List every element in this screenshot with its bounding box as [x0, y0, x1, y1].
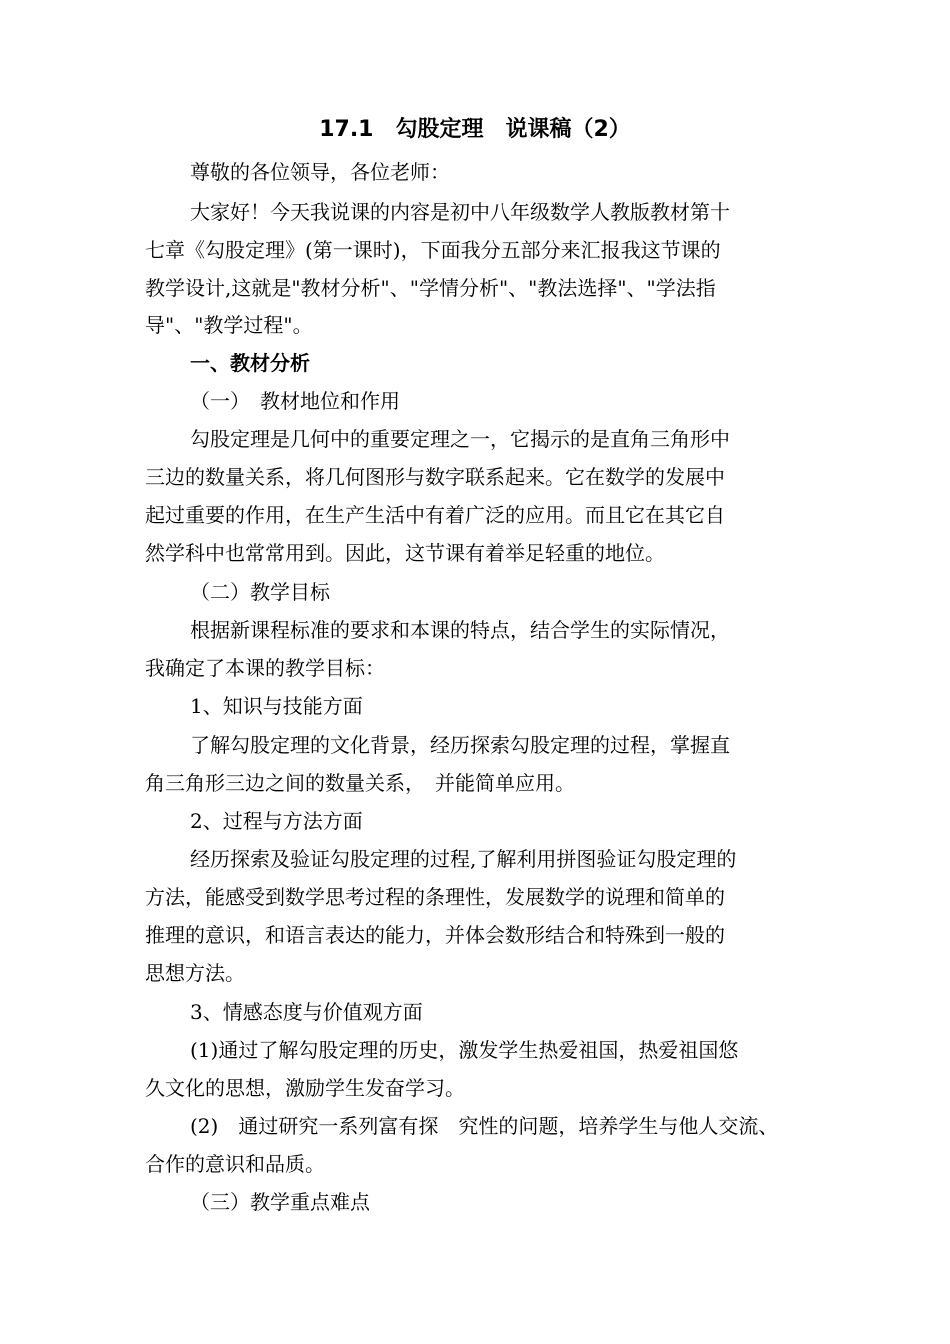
intro-line-2: 七章《勾股定理》(第一课时)，下面我分五部分来汇报我这节课的 — [145, 238, 721, 262]
paragraph-2-line-1: 根据新课程标准的要求和本课的特点，结合学生的实际情况， — [190, 618, 730, 642]
paragraph-1-line-2: 三边的数量关系，将几何图形与数字联系起来。它在数学的发展中 — [145, 465, 725, 489]
goal-heading-1: 1、知识与技能方面 — [190, 694, 363, 718]
paragraph-2-line-2: 我确定了本课的教学目标： — [145, 656, 385, 680]
goal-3-item-2-line-2: 合作的意识和品质。 — [145, 1152, 325, 1176]
paragraph-1-line-3: 起过重要的作用，在生产生活中有着广泛的应用。而且它在其它自 — [145, 503, 725, 527]
goal-3-item-2-line-1: (2) 通过研究一系列富有探 究性的问题，培养学生与他人交流、 — [190, 1114, 779, 1138]
goal-2-line-1: 经历探索及验证勾股定理的过程,了解利用拼图验证勾股定理的 — [190, 847, 737, 871]
subsection-heading-1: （一） 教材地位和作用 — [190, 389, 400, 413]
goal-3-item-1-line-2: 久文化的思想，激励学生发奋学习。 — [145, 1076, 465, 1100]
document-title: 17.1 勾股定理 说课稿（2） — [319, 117, 631, 142]
goal-2-line-4: 思想方法。 — [145, 961, 245, 985]
goal-heading-3: 3、情感态度与价值观方面 — [190, 1000, 423, 1024]
paragraph-1-line-1: 勾股定理是几何中的重要定理之一，它揭示的是直角三角形中 — [190, 427, 730, 451]
goal-3-item-1-line-1: (1)通过了解勾股定理的历史，激发学生热爱祖国，热爱祖国悠 — [190, 1038, 739, 1062]
goal-2-line-3: 推理的意识，和语言表达的能力，并体会数形结合和特殊到一般的 — [145, 923, 725, 947]
goal-2-line-2: 方法，能感受到数学思考过程的条理性，发展数学的说理和简单的 — [145, 885, 725, 909]
section-heading-1: 一、教材分析 — [190, 351, 310, 375]
subsection-heading-2: （二）教学目标 — [190, 580, 330, 604]
paragraph-1-line-4: 然学科中也常常用到。因此，这节课有着举足轻重的地位。 — [145, 541, 665, 565]
goal-1-line-1: 了解勾股定理的文化背景，经历探索勾股定理的过程，掌握直 — [190, 733, 730, 757]
intro-line-3: 教学设计,这就是"教材分析"、"学情分析"、"教法选择"、"学法指 — [145, 276, 716, 300]
intro-line-1: 大家好！今天我说课的内容是初中八年级数学人教版教材第十 — [190, 200, 730, 224]
subsection-heading-3: （三）教学重点难点 — [190, 1190, 370, 1214]
goal-heading-2: 2、过程与方法方面 — [190, 809, 363, 833]
salutation: 尊敬的各位领导，各位老师： — [190, 160, 450, 184]
goal-1-line-2: 角三角形三边之间的数量关系， 并能简单应用。 — [145, 771, 575, 795]
intro-line-4: 导"、"教学过程"。 — [145, 313, 313, 337]
